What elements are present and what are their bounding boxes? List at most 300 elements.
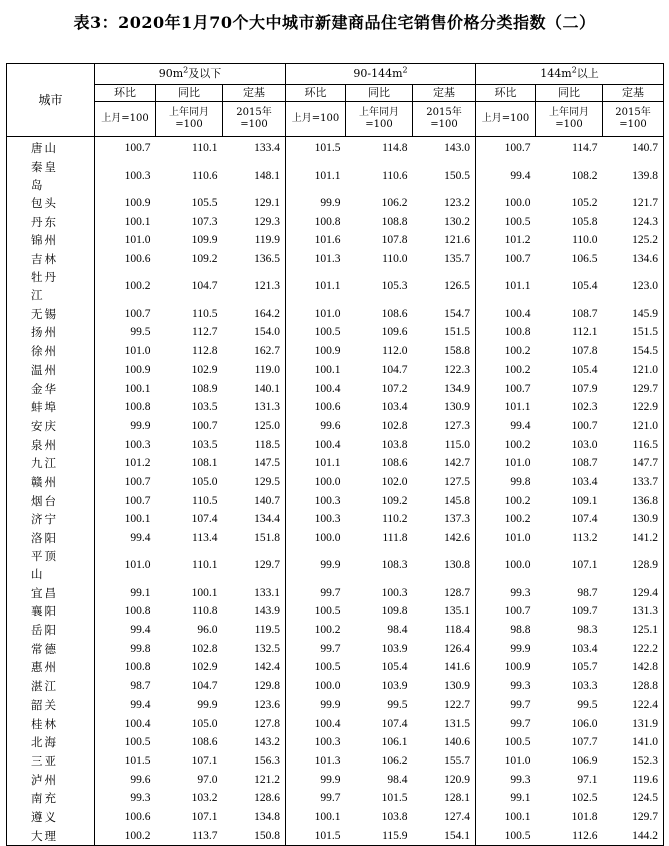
index-value: 110.1 <box>192 142 218 155</box>
index-value: 116.5 <box>632 438 659 451</box>
table-row <box>7 529 664 548</box>
index-value: 100.8 <box>95 602 156 621</box>
index-value: 104.7 <box>191 280 218 293</box>
index-value: 100.2 <box>476 435 536 454</box>
index-value: 103.2 <box>191 792 218 805</box>
table-row <box>7 696 664 715</box>
index-value: 102.9 <box>191 661 218 674</box>
index-value: 107.1 <box>571 559 598 572</box>
index-value: 143.2 <box>254 736 281 749</box>
index-value: 121.0 <box>632 419 659 432</box>
index-value: 107.8 <box>571 345 598 358</box>
index-value: 106.5 <box>571 253 598 266</box>
table-row <box>7 417 664 436</box>
index-value: 139.8 <box>632 169 659 182</box>
index-value: 154.0 <box>254 326 281 339</box>
index-value: 100.7 <box>95 473 156 492</box>
index-value: 98.7 <box>577 586 598 599</box>
index-value: 135.1 <box>444 605 471 618</box>
index-value: 151.5 <box>444 326 471 339</box>
index-value: 100.6 <box>95 250 156 269</box>
index-value: 118.5 <box>254 438 281 451</box>
index-value: 105.4 <box>381 661 408 674</box>
base-mom: 上月=100 <box>286 102 346 137</box>
table-row <box>7 547 664 583</box>
city-name: 洛阳 <box>7 529 95 548</box>
index-value: 109.1 <box>571 494 598 507</box>
index-value: 105.7 <box>571 661 598 674</box>
index-value: 100.6 <box>95 808 156 827</box>
index-value: 100.1 <box>191 586 218 599</box>
table-row <box>7 714 664 733</box>
index-value: 100.0 <box>286 473 346 492</box>
index-value: 120.9 <box>444 773 471 786</box>
price-index-table <box>6 63 664 846</box>
index-value: 100.5 <box>286 323 346 342</box>
index-value: 100.5 <box>286 602 346 621</box>
index-value: 101.0 <box>286 304 346 323</box>
index-value: 98.4 <box>387 773 408 786</box>
base-yoy: 上年同月=100 <box>346 102 413 137</box>
index-value: 142.6 <box>444 532 471 545</box>
index-value: 127.5 <box>444 475 471 488</box>
index-value: 134.8 <box>254 810 281 823</box>
index-value: 129.7 <box>254 559 281 572</box>
city-name: 三亚 <box>7 752 95 771</box>
index-value: 100.0 <box>476 547 536 583</box>
index-value: 101.0 <box>476 752 536 771</box>
index-value: 106.1 <box>381 736 408 749</box>
city-name: 惠州 <box>7 658 95 677</box>
city-name: 无锡 <box>7 304 95 323</box>
index-value: 105.8 <box>571 215 598 228</box>
index-value: 106.9 <box>571 754 598 767</box>
index-value: 99.3 <box>95 789 156 808</box>
index-value: 121.6 <box>444 234 471 247</box>
index-value: 128.6 <box>254 792 281 805</box>
index-value: 101.0 <box>476 454 536 473</box>
col-base: 定基 <box>223 85 286 102</box>
city-name: 宜昌 <box>7 583 95 602</box>
index-value: 100.2 <box>476 342 536 361</box>
index-value: 100.5 <box>95 733 156 752</box>
index-value: 100.5 <box>476 826 536 845</box>
city-name: 北海 <box>7 733 95 752</box>
index-value: 133.1 <box>254 586 281 599</box>
index-value: 101.1 <box>286 454 346 473</box>
base-yoy: 上年同月=100 <box>536 102 603 137</box>
index-value: 109.6 <box>381 326 408 339</box>
city-name: 锦州 <box>7 231 95 250</box>
index-value: 141.6 <box>444 661 471 674</box>
index-value: 103.9 <box>381 642 408 655</box>
index-value: 101.0 <box>95 342 156 361</box>
index-value: 99.7 <box>476 714 536 733</box>
index-value: 107.4 <box>191 513 218 526</box>
table-row <box>7 621 664 640</box>
index-value: 137.3 <box>444 513 471 526</box>
index-value: 130.9 <box>444 401 471 414</box>
col-mom: 环比 <box>476 85 536 102</box>
index-value: 127.3 <box>444 419 471 432</box>
index-value: 134.4 <box>254 513 281 526</box>
index-value: 113.7 <box>192 829 218 842</box>
index-value: 99.4 <box>95 529 156 548</box>
index-value: 100.2 <box>286 621 346 640</box>
index-value: 133.4 <box>254 142 281 155</box>
index-value: 100.0 <box>286 529 346 548</box>
index-value: 106.0 <box>571 717 598 730</box>
index-value: 145.8 <box>444 494 471 507</box>
city-name: 平顶山 <box>7 547 95 583</box>
index-value: 124.5 <box>632 792 659 805</box>
index-value: 100.7 <box>95 491 156 510</box>
index-value: 142.7 <box>444 457 471 470</box>
base-2015: 2015年=100 <box>603 102 664 137</box>
index-value: 103.9 <box>381 680 408 693</box>
table-row <box>7 268 664 304</box>
table-row <box>7 826 664 845</box>
city-name: 烟台 <box>7 491 95 510</box>
index-value: 155.7 <box>444 754 471 767</box>
index-value: 99.1 <box>95 583 156 602</box>
index-value: 100.7 <box>476 602 536 621</box>
index-value: 129.5 <box>254 475 281 488</box>
col-base: 定基 <box>603 85 664 102</box>
city-name: 泉州 <box>7 435 95 454</box>
city-name: 牡丹江 <box>7 268 95 304</box>
table-row <box>7 677 664 696</box>
index-value: 112.0 <box>382 345 408 358</box>
index-value: 100.8 <box>286 212 346 231</box>
index-value: 133.7 <box>632 475 659 488</box>
index-value: 105.4 <box>571 363 598 376</box>
index-value: 129.7 <box>632 810 659 823</box>
index-value: 100.7 <box>476 250 536 269</box>
index-value: 100.3 <box>286 510 346 529</box>
index-value: 122.2 <box>632 642 659 655</box>
index-value: 101.5 <box>381 792 408 805</box>
city-name: 遵义 <box>7 808 95 827</box>
index-value: 106.2 <box>381 754 408 767</box>
index-value: 104.7 <box>191 680 218 693</box>
index-value: 96.0 <box>197 624 218 637</box>
index-value: 119.5 <box>254 624 281 637</box>
group-header-144: $144m^2$以上 <box>476 64 664 85</box>
index-value: 121.2 <box>254 773 281 786</box>
table-row <box>7 752 664 771</box>
index-value: 135.7 <box>444 253 471 266</box>
index-value: 110.5 <box>192 307 218 320</box>
index-value: 123.2 <box>444 197 471 210</box>
table-row <box>7 733 664 752</box>
city-name: 韶关 <box>7 696 95 715</box>
city-name: 唐山 <box>7 137 95 158</box>
index-value: 100.4 <box>476 304 536 323</box>
index-value: 103.8 <box>381 810 408 823</box>
group-header-90-144: $90-144m^2$ <box>286 64 476 85</box>
index-value: 102.0 <box>381 475 408 488</box>
index-value: 103.4 <box>571 642 598 655</box>
city-name: 安庆 <box>7 417 95 436</box>
index-value: 101.0 <box>476 529 536 548</box>
index-value: 147.5 <box>254 457 281 470</box>
index-value: 101.1 <box>476 398 536 417</box>
index-value: 142.4 <box>254 661 281 674</box>
col-base: 定基 <box>413 85 476 102</box>
index-value: 100.9 <box>95 194 156 213</box>
index-value: 131.5 <box>444 717 471 730</box>
table-row <box>7 361 664 380</box>
table-row <box>7 583 664 602</box>
index-value: 99.9 <box>95 417 156 436</box>
index-value: 100.8 <box>95 398 156 417</box>
index-value: 100.5 <box>476 212 536 231</box>
index-value: 130.2 <box>444 215 471 228</box>
table-row <box>7 231 664 250</box>
index-value: 150.5 <box>444 169 471 182</box>
index-value: 99.7 <box>286 583 346 602</box>
city-name: 济宁 <box>7 510 95 529</box>
index-value: 130.8 <box>444 559 471 572</box>
index-value: 130.9 <box>632 513 659 526</box>
index-value: 108.6 <box>381 307 408 320</box>
index-value: 103.8 <box>381 438 408 451</box>
index-value: 123.0 <box>632 280 659 293</box>
index-value: 101.0 <box>95 231 156 250</box>
index-value: 99.6 <box>95 770 156 789</box>
index-value: 100.9 <box>286 342 346 361</box>
index-value: 128.1 <box>444 792 471 805</box>
index-value: 105.0 <box>191 475 218 488</box>
index-value: 102.5 <box>571 792 598 805</box>
index-value: 102.3 <box>571 401 598 414</box>
index-value: 101.1 <box>476 268 536 304</box>
index-value: 107.3 <box>191 215 218 228</box>
table-row <box>7 158 664 194</box>
index-value: 99.7 <box>286 639 346 658</box>
index-value: 110.0 <box>382 253 408 266</box>
index-value: 108.9 <box>191 382 218 395</box>
sub-header-row <box>7 85 664 102</box>
index-value: 118.4 <box>444 624 471 637</box>
index-value: 99.5 <box>577 698 598 711</box>
index-value: 103.4 <box>571 475 598 488</box>
city-name: 扬州 <box>7 323 95 342</box>
table-row <box>7 323 664 342</box>
index-value: 123.6 <box>254 698 281 711</box>
index-value: 100.6 <box>286 398 346 417</box>
index-value: 112.6 <box>572 829 598 842</box>
index-value: 151.8 <box>254 532 281 545</box>
index-value: 112.1 <box>572 326 598 339</box>
index-value: 107.2 <box>381 382 408 395</box>
index-value: 104.7 <box>381 363 408 376</box>
index-value: 100.3 <box>286 733 346 752</box>
index-value: 119.0 <box>254 363 281 376</box>
index-value: 129.1 <box>254 197 281 210</box>
city-name: 赣州 <box>7 473 95 492</box>
index-value: 101.2 <box>95 454 156 473</box>
index-value: 100.7 <box>476 379 536 398</box>
index-value: 103.4 <box>381 401 408 414</box>
table-row <box>7 808 664 827</box>
index-value: 122.9 <box>632 401 659 414</box>
index-value: 100.8 <box>95 658 156 677</box>
index-value: 100.1 <box>286 808 346 827</box>
base-header-row <box>7 102 664 137</box>
index-value: 101.5 <box>95 752 156 771</box>
index-value: 129.4 <box>632 586 659 599</box>
index-value: 147.7 <box>632 457 659 470</box>
index-value: 105.4 <box>571 280 598 293</box>
index-value: 100.3 <box>95 158 156 194</box>
index-value: 108.7 <box>571 457 598 470</box>
index-value: 128.9 <box>632 559 659 572</box>
base-mom: 上月=100 <box>95 102 156 137</box>
index-value: 134.6 <box>632 253 659 266</box>
index-value: 111.8 <box>382 532 408 545</box>
index-value: 119.6 <box>632 773 659 786</box>
table-row <box>7 639 664 658</box>
index-value: 108.3 <box>381 559 408 572</box>
index-value: 102.9 <box>191 363 218 376</box>
index-value: 158.8 <box>444 345 471 358</box>
table-body <box>7 137 664 846</box>
index-value: 100.7 <box>571 419 598 432</box>
city-name: 大理 <box>7 826 95 845</box>
index-value: 108.8 <box>381 215 408 228</box>
index-value: 103.0 <box>571 438 598 451</box>
index-value: 145.9 <box>632 307 659 320</box>
index-value: 131.3 <box>632 605 659 618</box>
index-value: 100.2 <box>95 826 156 845</box>
table-row <box>7 770 664 789</box>
index-value: 100.1 <box>95 510 156 529</box>
index-value: 98.3 <box>577 624 598 637</box>
table-row <box>7 304 664 323</box>
table-row <box>7 194 664 213</box>
index-value: 125.2 <box>632 234 659 247</box>
index-value: 125.0 <box>254 419 281 432</box>
index-value: 119.9 <box>254 234 281 247</box>
index-value: 109.2 <box>191 253 218 266</box>
index-value: 156.3 <box>254 754 281 767</box>
index-value: 110.6 <box>192 169 218 182</box>
index-value: 98.7 <box>95 677 156 696</box>
index-value: 154.7 <box>444 307 471 320</box>
index-value: 108.6 <box>381 457 408 470</box>
index-value: 109.8 <box>381 605 408 618</box>
index-value: 99.9 <box>286 696 346 715</box>
index-value: 132.5 <box>254 642 281 655</box>
index-value: 148.1 <box>254 169 281 182</box>
index-value: 101.0 <box>95 547 156 583</box>
index-value: 101.1 <box>286 158 346 194</box>
index-value: 100.7 <box>95 137 156 158</box>
table-row <box>7 398 664 417</box>
index-value: 99.9 <box>476 639 536 658</box>
table-row <box>7 491 664 510</box>
index-value: 98.4 <box>387 624 408 637</box>
base-2015: 2015年=100 <box>223 102 286 137</box>
index-value: 103.3 <box>571 680 598 693</box>
index-value: 97.1 <box>577 773 598 786</box>
index-value: 110.1 <box>192 559 218 572</box>
index-value: 141.2 <box>632 532 659 545</box>
index-value: 101.2 <box>476 231 536 250</box>
col-yoy: 同比 <box>346 85 413 102</box>
index-value: 121.0 <box>632 363 659 376</box>
index-value: 140.7 <box>254 494 281 507</box>
city-name: 湛江 <box>7 677 95 696</box>
index-value: 100.5 <box>286 658 346 677</box>
city-name: 徐州 <box>7 342 95 361</box>
base-mom: 上月=100 <box>476 102 536 137</box>
index-value: 100.0 <box>286 677 346 696</box>
index-value: 121.3 <box>254 280 281 293</box>
city-name: 包头 <box>7 194 95 213</box>
table-row <box>7 379 664 398</box>
index-value: 140.7 <box>632 142 659 155</box>
index-value: 101.3 <box>286 752 346 771</box>
index-value: 101.3 <box>286 250 346 269</box>
index-value: 126.5 <box>444 280 471 293</box>
col-mom: 环比 <box>95 85 156 102</box>
index-value: 127.4 <box>444 810 471 823</box>
index-value: 100.1 <box>476 808 536 827</box>
index-value: 154.5 <box>632 345 659 358</box>
index-value: 99.7 <box>476 696 536 715</box>
index-value: 100.2 <box>95 268 156 304</box>
index-value: 122.7 <box>444 698 471 711</box>
index-value: 151.5 <box>632 326 659 339</box>
index-value: 109.2 <box>381 494 408 507</box>
index-value: 99.8 <box>95 639 156 658</box>
index-value: 100.7 <box>95 304 156 323</box>
index-value: 164.2 <box>254 307 281 320</box>
index-value: 110.0 <box>572 234 598 247</box>
index-value: 100.4 <box>286 714 346 733</box>
index-value: 99.3 <box>476 677 536 696</box>
city-name: 襄阳 <box>7 602 95 621</box>
index-value: 140.6 <box>444 736 471 749</box>
index-value: 108.6 <box>191 736 218 749</box>
index-value: 144.2 <box>632 829 659 842</box>
index-value: 124.3 <box>632 215 659 228</box>
index-value: 113.4 <box>192 532 218 545</box>
index-value: 105.3 <box>381 280 408 293</box>
index-value: 102.8 <box>381 419 408 432</box>
index-value: 141.0 <box>632 736 659 749</box>
index-value: 100.3 <box>286 491 346 510</box>
index-value: 99.9 <box>286 770 346 789</box>
table-row <box>7 435 664 454</box>
col-yoy: 同比 <box>156 85 223 102</box>
index-value: 99.9 <box>286 547 346 583</box>
col-mom: 环比 <box>286 85 346 102</box>
index-value: 99.5 <box>387 698 408 711</box>
index-value: 99.3 <box>476 770 536 789</box>
index-value: 100.5 <box>476 733 536 752</box>
index-value: 110.8 <box>192 605 218 618</box>
index-value: 100.3 <box>95 435 156 454</box>
city-name: 金华 <box>7 379 95 398</box>
index-value: 110.2 <box>382 513 408 526</box>
index-value: 100.0 <box>476 194 536 213</box>
index-value: 114.7 <box>572 142 598 155</box>
index-value: 128.8 <box>632 680 659 693</box>
